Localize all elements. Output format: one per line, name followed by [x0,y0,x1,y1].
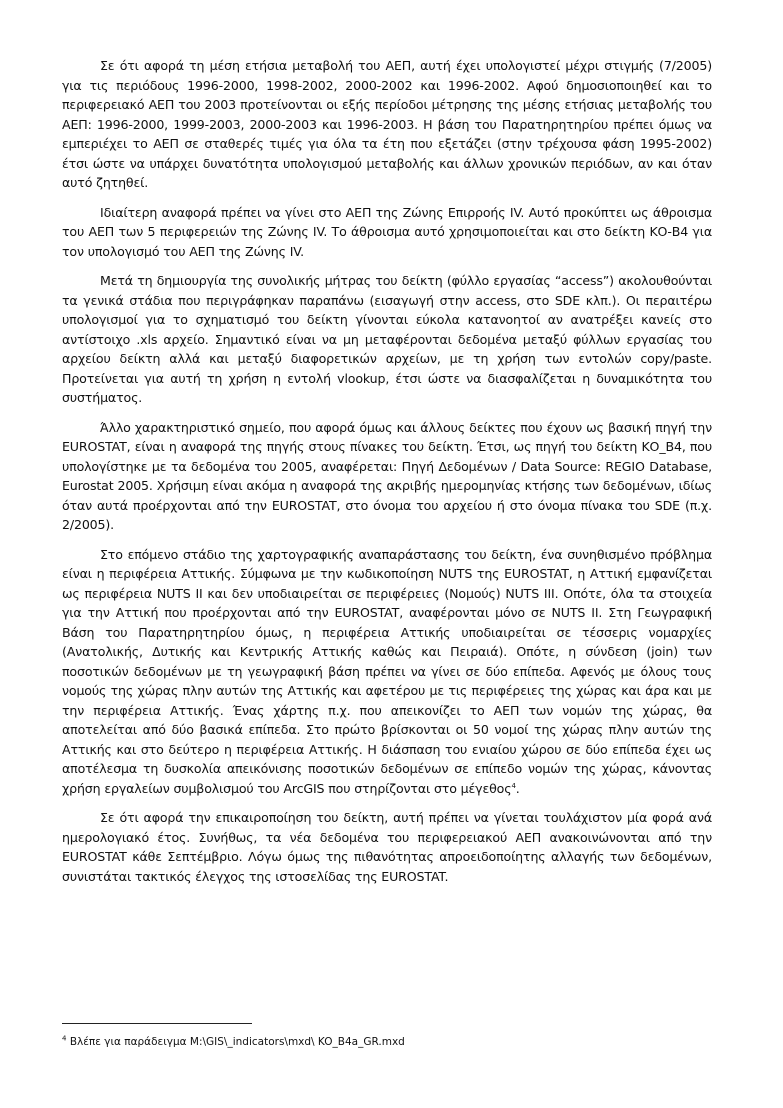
paragraph-update-frequency: Σε ότι αφορά την επικαιροποίηση του δείκτη, αυτή πρέπει να γίνεται τουλάχιστον μία φορά ανά ημερολογιακό έτος. Συνήθως, τα νέα δεδομένα του περιφερειακού ΑΕΠ ανακοινώνονται από την EUROSTAT κάθε Σεπτέμβριο. Λόγω όμως της πιθανότητας απροειδοποίητης αλλαγής των δεδομένων, συνιστάται τακτικός έλεγχος της ιστοσελίδας της EUROSTAT. [62,810,712,884]
paragraph-attica-end: . [515,780,520,796]
footnote [62,1035,712,1049]
footnote-separator [62,1023,252,1024]
paragraph-attica-mapping [62,545,712,799]
paragraph-source-reference: Άλλο χαρακτηριστικό σημείο, που αφορά όμως και άλλους δείκτες που έχουν ως βασική πηγή την EUROSTAT, είναι η αναφορά της πηγής στους πίνακες του δείκτη. Έτσι, ως πηγή του δείκτη ΚΟ_Β4, που υπολογίστηκε με τα δεδομένα του 2005, αναφέρεται: Πηγή Δεδομένων / Data Source: REGIO Database, Eurostat 2005. Χρήσιμη είναι ακόμα η αναφορά της ακριβής ημερομηνίας κτήσης των δεδομένων, ιδίως όταν αυτά προέρχονται από την EUROSTAT, στο όνομα του αρχείου ή στο όνομα πίνακα του SDE (π.χ. 2/2005). [62,419,712,532]
footnote-marker: 4 [62,1034,67,1043]
paragraph-gdp-change: Σε ότι αφορά τη μέση ετήσια μεταβολή του ΑΕΠ, αυτή έχει υπολογιστεί μέχρι στιγμής (7/2005) για τις περιόδους 1996-2000, 1998-2002, 2000-2002 και 1996-2002. Αφού δημοσιοποιηθεί και το περιφερειακό ΑΕΠ του 2003 προτείνονται οι εξής περίοδοι μέτρησης της μέσης ετήσιας μεταβολής του ΑΕΠ: 1996-2000, 1999-2003, 2000-2003 και 1996-2003. Η βάση του Παρατηρητηρίου πρέπει όμως να εμπεριέχει το ΑΕΠ σε σταθερές τιμές για όλα τα έτη που εξετάζει (στην τρέχουσα φάση 1995-2002) έτσι ώστε να υπάρχει δυνατότητα υπολογισμού μεταβολής και άλλων χρονικών περιόδων, αν και όταν αυτό ζητηθεί. [62,58,712,190]
footnote-text: Βλέπε για παράδειγμα M:\GIS\_indicators\mxd\ KO_B4a_GR.mxd [69,1036,405,1048]
paragraph-attica-text: Στο επόμενο στάδιο της χαρτογραφικής αναπαράστασης του δείκτη, ένα συνηθισμένο πρόβλημα είναι η περιφέρεια Αττικής. Σύμφωνα με την κωδικοποίηση NUTS της EUROSTAT, η Αττική εμφανίζεται ως περιφέρεια NUTS II και δεν υποδιαιρείται σε περιφέρειες (Νομούς) NUTS III. Οπότε, όλα τα στοιχεία για την Αττική που προέρχονται από την EUROSTAT, αναφέρονται μόνο σε NUTS II. Στη Γεωγραφική Βάση του Παρατηρητηρίου όμως, η περιφέρεια Αττικής υποδιαιρείται σε τέσσερις νομαρχίες (Ανατολικής, Δυτικής και Κεντρικής Αττικής καθώς και Πειραιά). Οπότε, η σύνδεση (join) των ποσοτικών δεδομένων με τη γεωγραφική βάση πρέπει να γίνει σε δύο επίπεδα. Αφενός με όλους τους νομούς της χώρας πλην αυτών της Αττικής και αφετέρου με τις περιφέρειες της χώρας και άρα και με την περιφέρεια Αττικής. Ένας χάρτης π.χ. που απεικονίζει το ΑΕΠ των νομών της χώρας, θα αποτελείται από δύο βασικά επίπεδα. Στο πρώτο βρίσκονται οι 50 νομοί της χώρας πλην αυτών της Αττικής και στο δεύτερο η περιφέρεια Αττικής. Η διάσπαση του ενιαίου χώρου σε δύο επίπεδα έχει ως αποτέλεσμα τη δυσκολία απεικόνισης ποσοτικών δεδομένων σε επίπεδο νομών της χώρας, κάνοντας χρήση εργαλείων συμβολισμού του ArcGIS που στηρίζονται στο μέγεθος [62,546,712,796]
paragraph-zone-iv: Ιδιαίτερη αναφορά πρέπει να γίνει στο ΑΕΠ της Ζώνης Επιρροής IV. Αυτό προκύπτει ως άθροισμα του ΑΕΠ των 5 περιφερειών της Ζώνης IV. Το άθροισμα αυτό χρησιμοποιείται και στο δείκτη ΚΟ-Β4 για τον υπολογισμό του ΑΕΠ της Ζώνης IV. [62,204,712,259]
paragraph-calculation-steps: Μετά τη δημιουργία της συνολικής μήτρας του δείκτη (φύλλο εργασίας “access”) ακολουθούνται τα γενικά στάδια που περιγράφηκαν παραπάνω (εισαγωγή στην access, στο SDE κλπ.). Οι περαιτέρω υπολογισμοί για το σχηματισμό του δείκτη γίνονται εύκολα κατανοητοί αν ανατρέξει κανείς στο αντίστοιχο .xls αρχείο. Σημαντικό είναι να μη μεταφέρονται δεδομένα μεταξύ φύλλων εργασίας του αρχείου δείκτη αλλά και μεταξύ διαφορετικών αρχείων, με τη χρήση των εντολών copy/paste. Προτείνεται για αυτή τη χρήση η εντολή vlookup, έτσι ώστε να διασφαλίζεται η δυναμικότητα του συστήματος. [62,273,712,405]
body-text [62,56,712,896]
footnote-reference: 4 [511,781,516,790]
